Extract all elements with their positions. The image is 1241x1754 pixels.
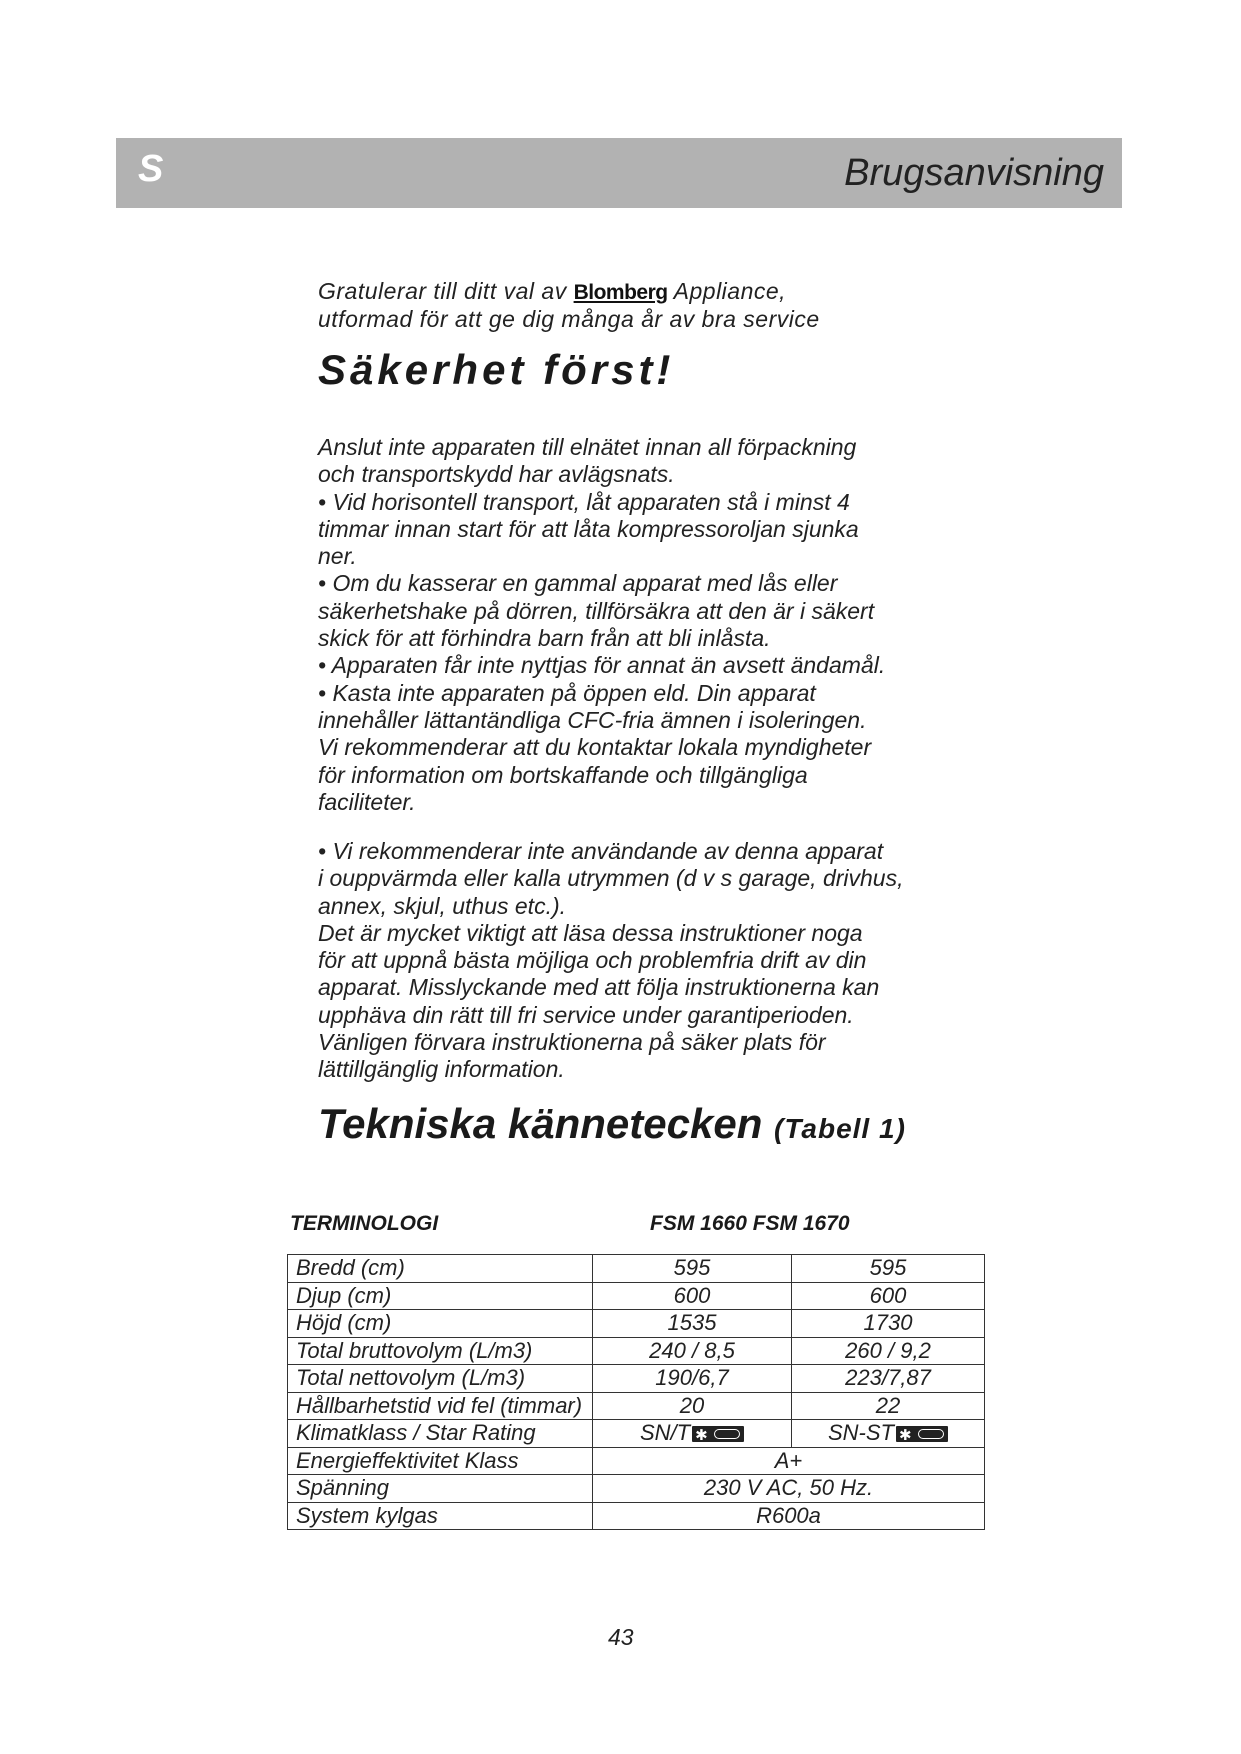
row-value-fsm1660: 595 — [593, 1255, 792, 1283]
row-value-fsm1670: 600 — [792, 1282, 985, 1310]
row-value-merged: 230 V AC, 50 Hz. — [593, 1475, 985, 1503]
table-row — [288, 1255, 985, 1283]
row-label: System kylgas — [288, 1502, 593, 1530]
safety-paragraph-1: Anslut inte apparaten till elnätet innan all förpackning och transportskydd har avlägsnats. • Vid horisontell transport, låt apparaten stå i minst 4 timmar innan start för att låta kompressoroljan sjunka ner. • Om du kasserar en gammal apparat med lås eller säkerhetshake på dörren, tillförsäkra att den är i säkert skick för att förhindra barn från att bli inlåsta. • Apparaten får inte nyttjas för annat än avsett ändamål. • Kasta inte apparaten på öppen eld. Din apparat innehåller lättantändliga CFC-fria ämnen i isoleringen. Vi rekommenderar att du kontaktar lokala myndigheter för information om bortskaffande och tillgängliga faciliteter. — [318, 434, 886, 815]
intro-line-1: Gratulerar till ditt val av Blomberg Appliance, — [318, 278, 787, 304]
row-label: Total nettovolym (L/m3) — [288, 1365, 593, 1393]
row-label: Spänning — [288, 1475, 593, 1503]
row-value-fsm1670: 22 — [792, 1392, 985, 1420]
row-label: Klimatklass / Star Rating — [288, 1420, 593, 1448]
row-value-merged: A+ — [593, 1447, 985, 1475]
table-row — [288, 1282, 985, 1310]
row-value-fsm1660: SN/T ✱ — [593, 1420, 792, 1448]
row-label: Bredd (cm) — [288, 1255, 593, 1283]
table-row — [288, 1420, 985, 1448]
star-rating-icon: ✱ — [692, 1426, 744, 1442]
table-row — [288, 1310, 985, 1338]
intro-line-2: utformad för att ge dig många år av bra service — [318, 306, 820, 332]
table-col-models: FSM 1660 FSM 1670 — [650, 1212, 850, 1235]
table-row — [288, 1502, 985, 1530]
tech-heading: Tekniska kännetecken (Tabell 1) — [318, 1100, 906, 1147]
row-value-fsm1670: SN-ST ✱ — [792, 1420, 985, 1448]
spec-table — [287, 1254, 985, 1530]
table-row — [288, 1337, 985, 1365]
row-value-fsm1670: 1730 — [792, 1310, 985, 1338]
row-value-fsm1670: 223/7,87 — [792, 1365, 985, 1393]
table-row — [288, 1392, 985, 1420]
row-value-merged: R600a — [593, 1502, 985, 1530]
row-value-fsm1660: 1535 — [593, 1310, 792, 1338]
safety-heading: Säkerhet först! — [318, 346, 675, 393]
row-value-fsm1660: 20 — [593, 1392, 792, 1420]
tech-heading-sub: (Tabell 1) — [774, 1113, 906, 1144]
row-value-fsm1660: 600 — [593, 1282, 792, 1310]
row-value-fsm1660: 190/6,7 — [593, 1365, 792, 1393]
table-row — [288, 1447, 985, 1475]
safety-paragraph-2: • Vi rekommenderar inte användande av denna apparat i ouppvärmda eller kalla utrymmen (d v s garage, drivhus, annex, skjul, uthus etc.). Det är mycket viktigt att läsa dessa instruktioner noga för att uppnå bästa möjliga och problemfria drift av din apparat. Misslyckande med att följa instruktionerna kan upphäva din rätt till fri service under garantiperioden. Vänligen förvara instruktionerna på säker plats för lättillgänglig information. — [318, 838, 904, 1083]
row-value-fsm1660: 240 / 8,5 — [593, 1337, 792, 1365]
table-row — [288, 1475, 985, 1503]
intro-text — [318, 278, 820, 333]
row-label: Energieffektivitet Klass — [288, 1447, 593, 1475]
row-value-fsm1670: 260 / 9,2 — [792, 1337, 985, 1365]
star-rating-icon: ✱ — [896, 1426, 948, 1442]
row-label: Djup (cm) — [288, 1282, 593, 1310]
table-row — [288, 1365, 985, 1393]
section-letter: S — [138, 148, 164, 190]
row-label: Hållbarhetstid vid fel (timmar) — [288, 1392, 593, 1420]
row-label: Total bruttovolym (L/m3) — [288, 1337, 593, 1365]
page-number: 43 — [608, 1624, 634, 1650]
header-bar — [116, 138, 1122, 208]
brand-logo: Blomberg — [573, 281, 668, 304]
row-value-fsm1670: 595 — [792, 1255, 985, 1283]
page-title: Brugsanvisning — [844, 152, 1104, 194]
row-label: Höjd (cm) — [288, 1310, 593, 1338]
table-col-label: TERMINOLOGI — [290, 1212, 439, 1235]
